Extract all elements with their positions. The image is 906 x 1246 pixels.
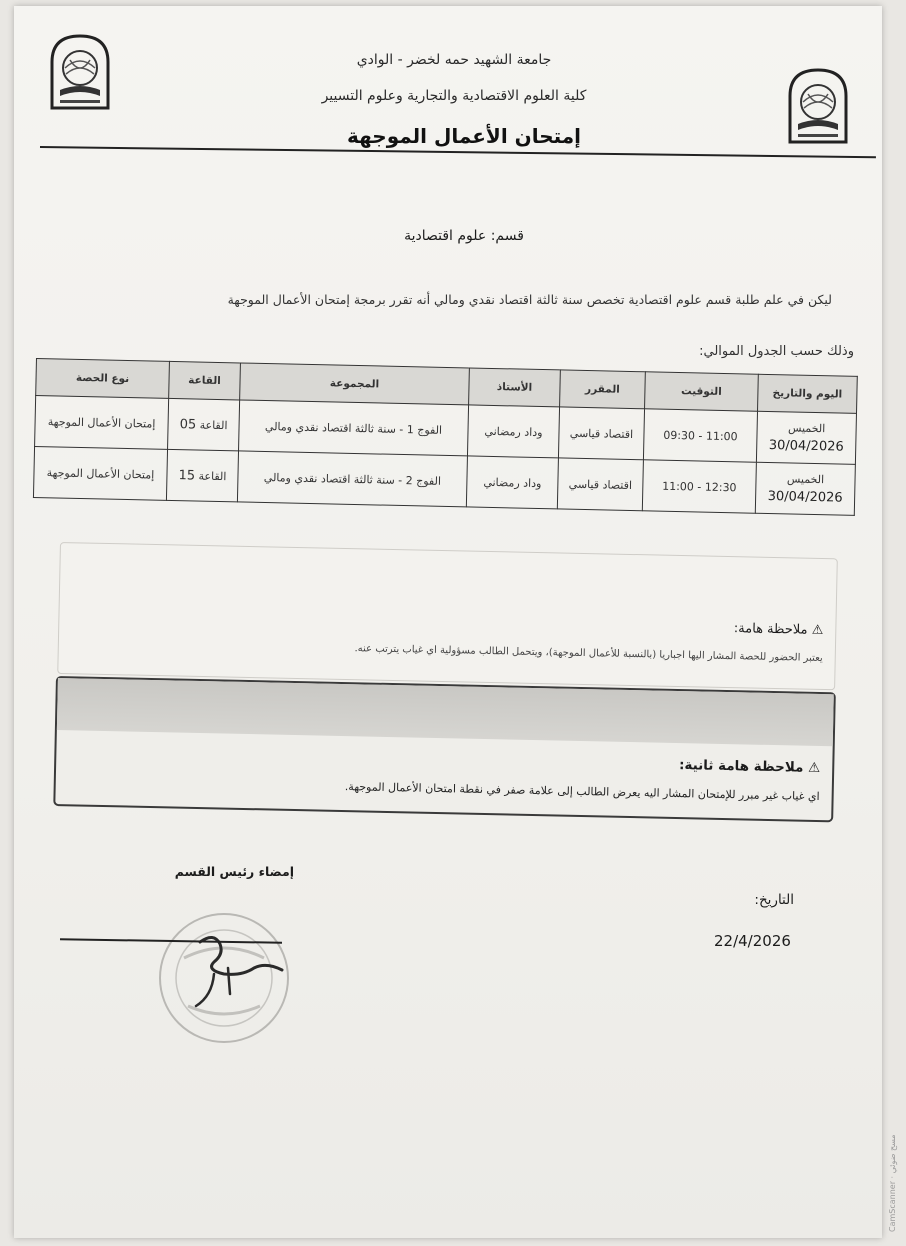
cell-teacher: وداد رمضاني — [466, 456, 558, 509]
cell-session: إمتحان الأعمال الموجهة — [33, 446, 167, 500]
cell-room-number: 15 — [178, 467, 196, 483]
university-logo-left — [48, 32, 112, 110]
scanner-watermark — [886, 1136, 906, 1246]
document-page — [14, 6, 897, 1238]
col-header-room: القاعة — [169, 361, 241, 400]
cell-time-value: 11:00 - 12:30 — [662, 479, 737, 494]
schedule-table-wrapper — [32, 358, 858, 552]
university-logo-right — [786, 66, 850, 144]
cell-room — [166, 449, 238, 502]
cell-room-number: 05 — [179, 416, 197, 433]
date-label: التاريخ: — [754, 892, 794, 908]
cell-course: اقتصاد قياسي — [558, 407, 644, 460]
note-header-band — [57, 678, 834, 746]
date-value: 22/4/2026 — [714, 932, 791, 950]
important-note-title: ⚠ ملاحظة هامة: — [733, 621, 824, 639]
intro-line-2: وذلك حسب الجدول الموالي: — [699, 344, 854, 359]
cell-day — [756, 411, 856, 464]
col-header-course: المقرر — [560, 370, 646, 409]
second-important-note-box — [53, 676, 836, 822]
second-note-text: اي غياب غير مبرر للإمتحان المشار اليه يعرض الطالب إلى علامة صفر في نقطة امتحان الأعمال الموجهة. — [344, 780, 820, 804]
department-line: قسم: علوم اقتصادية — [404, 228, 524, 244]
document-title: إمتحان الأعمال الموجهة — [346, 124, 582, 148]
cell-date: 30/04/2026 — [768, 438, 844, 455]
cell-session: إمتحان الأعمال الموجهة — [35, 396, 169, 450]
cell-room-label: القاعة — [199, 418, 228, 432]
cell-time — [643, 409, 757, 462]
schedule-table — [33, 358, 858, 516]
cell-day-name: الخميس — [787, 421, 826, 436]
cell-teacher: وداد رمضاني — [467, 405, 559, 458]
cell-day — [755, 462, 855, 515]
col-header-session: نوع الحصة — [36, 359, 170, 399]
cell-group: الفوج 1 - سنة ثالثة اقتصاد نقدي ومالي — [239, 400, 469, 456]
intro-line-1: ليكن في علم طلبة قسم علوم اقتصادية تخصص سنة ثالثة اقتصاد نقدي ومالي أنه تقرر برمجة إمتحان الأعمال الموجهة — [227, 292, 832, 307]
university-name: جامعة الشهيد حمه لخضر - الوادي — [356, 52, 552, 68]
second-note-title: ⚠ ملاحظة هامة ثانية: — [678, 757, 821, 777]
cell-time-value: 09:30 - 11:00 — [663, 428, 738, 443]
scanner-watermark-text: CamScanner · مسح ضوئي — [888, 1134, 897, 1232]
cell-course: اقتصاد قياسي — [557, 458, 643, 511]
cell-day-name: الخميس — [786, 472, 825, 487]
col-header-day: اليوم والتاريخ — [758, 374, 858, 413]
col-header-group: المجموعة — [240, 363, 470, 405]
cell-group: الفوج 2 - سنة ثالثة اقتصاد نقدي ومالي — [237, 451, 467, 507]
faculty-name: كلية العلوم الاقتصادية والتجارية وعلوم التسيير — [321, 88, 587, 104]
cell-time — [642, 460, 756, 513]
cell-room-label: القاعة — [198, 469, 227, 483]
cell-date: 30/04/2026 — [767, 488, 843, 506]
cell-room — [168, 398, 240, 451]
important-note-text: يعتبر الحضور للحصة المشار اليها اجباريا (بالنسبة للأعمال الموجهة)، ويتحمل الطالب مسؤولية اي غياب يترتب عنه. — [354, 643, 823, 664]
important-note-box — [57, 542, 838, 690]
signature-label: إمضاء رئيس القسم — [174, 864, 294, 879]
department-stamp-and-signature — [154, 898, 294, 1048]
col-header-teacher: الأستاذ — [469, 368, 561, 407]
col-header-time: التوقيت — [645, 372, 759, 411]
